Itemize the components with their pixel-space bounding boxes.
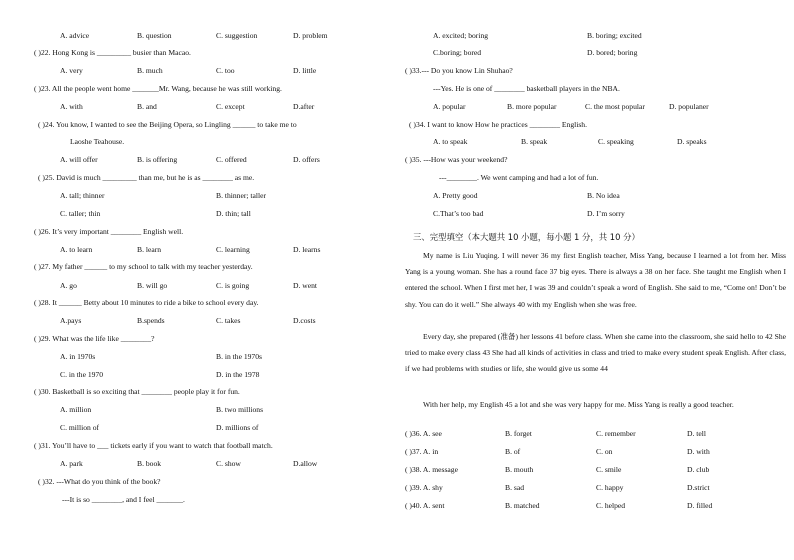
left-answer-option: C. in the 1970 (60, 370, 104, 379)
left-question-line: ( )22. Hong Kong is _________ busier than Macao. (34, 48, 191, 57)
right-answer-option: B. more popular (507, 102, 557, 111)
left-answer-option: A. very (60, 66, 83, 75)
left-question-line: ( )28. It ______ Betty about 10 minutes to ride a bike to school every day. (34, 298, 259, 307)
right-answer-option: B. No idea (587, 191, 620, 200)
left-answer-option: B. is offering (137, 155, 178, 164)
left-question-line: ( )24. You know, I wanted to see the Beijing Opera, so Lingling ______ to take me to (38, 120, 297, 129)
cloze-answer-option: C. happy (596, 483, 624, 492)
left-answer-option: B. learn (137, 245, 162, 254)
cloze-question-number: ( )36. A. see (405, 429, 442, 438)
right-question-line: ( )35. ---How was your weekend? (405, 155, 508, 164)
cloze-answer-option: D. with (687, 447, 710, 456)
cloze-answer-option: C. smile (596, 465, 622, 474)
right-question-line: ( )34. I want to know How he practices ________ English. (409, 120, 587, 129)
right-answer-option: A. excited; boring (433, 31, 489, 40)
left-answer-option: B. and (137, 102, 157, 111)
cloze-answer-option: C. helped (596, 501, 626, 510)
cloze-answer-option: D. club (687, 465, 710, 474)
left-answer-option: C. million of (60, 423, 100, 432)
left-answer-option: D.allow (293, 459, 318, 468)
left-answer-option: B. thinner; taller (216, 191, 266, 200)
cloze-paragraph-1: My name is Liu Yuqing. I will never 36 my first English teacher, Miss Yang, because I learned a lot from her. Miss Yang is a young woman. She has a round face 37 big eyes. There is always a 38 on her face. She taught me English when I entered the school. When I first met her, I was 39 and couldn’t speak a word of English. She said to me, “Come on! Don’t be shy. You can do it well.” She always 40 with my English when she was free. (405, 251, 786, 309)
left-answer-option: A. advice (60, 31, 90, 40)
cloze-answer-option: B. of (505, 447, 521, 456)
left-answer-option: D. in the 1978 (216, 370, 260, 379)
cloze-question-number: ( )37. A. in (405, 447, 439, 456)
left-answer-option: C. takes (216, 316, 241, 325)
right-question-line: ---Yes. He is one of ________ basketball players in the NBA. (433, 84, 620, 93)
cloze-answer-option: B. forget (505, 429, 532, 438)
cloze-answer-option: B. sad (505, 483, 524, 492)
cloze-answer-option: C. on (596, 447, 613, 456)
left-answer-option: C. except (216, 102, 245, 111)
cloze-answer-option: D. filled (687, 501, 713, 510)
cloze-paragraph-3: With her help, my English 45 a lot and she was very happy for me. Miss Yang is really a good teacher. (423, 400, 734, 409)
right-answer-option: C.That’s too bad (433, 209, 484, 218)
left-question-line: ( )26. It’s very important ________ English well. (34, 227, 184, 236)
left-answer-option: D. thin; tall (216, 209, 251, 218)
cloze-answer-option: B. mouth (505, 465, 534, 474)
left-answer-option: A. in 1970s (60, 352, 96, 361)
left-answer-option: B.spends (137, 316, 165, 325)
right-answer-option: A. popular (433, 102, 466, 111)
left-question-line: ( )31. You’ll have to ___ tickets early if you want to watch that football match. (34, 441, 273, 450)
left-answer-option: D. went (293, 281, 318, 290)
cloze-answer-option: D.strict (687, 483, 710, 492)
left-answer-option: C. suggestion (216, 31, 258, 40)
cloze-paragraph-2: Every day, she prepared (准备) her lessons 41 before class. When she came into the classroom, she said hello to 42 She tried to make every class 43 She had all kinds of activities in class and tried to make every student speak English. After class, if we had problems with studies or life, she would give us some 44 (405, 332, 786, 374)
right-answer-option: B. speak (521, 137, 548, 146)
left-answer-option: C. learning (216, 245, 250, 254)
section-title: 三、完型填空（本大题共 10 小题，每小题 1 分，共 10 分） (413, 232, 640, 242)
left-answer-option: D. little (293, 66, 317, 75)
left-answer-option: D. millions of (216, 423, 259, 432)
right-answer-option: C. speaking (598, 137, 634, 146)
left-answer-option: B. will go (137, 281, 168, 290)
right-answer-option: D. bored; boring (587, 48, 638, 57)
left-question-line: ( )23. All the people went home _______Mr. Wang, because he was still working. (34, 84, 282, 93)
left-answer-option: C. offered (216, 155, 247, 164)
left-answer-option: A. park (60, 459, 83, 468)
right-answer-option: C.boring; bored (433, 48, 482, 57)
left-answer-option: A. go (60, 281, 77, 290)
cloze-answer-option: C. remember (596, 429, 636, 438)
left-answer-option: B. two millions (216, 405, 264, 414)
left-answer-option: C. is going (216, 281, 250, 290)
right-answer-option: A. to speak (433, 137, 468, 146)
left-answer-option: C. too (216, 66, 235, 75)
left-answer-option: A. will offer (60, 155, 98, 164)
left-answer-option: C. taller; thin (60, 209, 101, 218)
cloze-answer-option: D. tell (687, 429, 706, 438)
left-answer-option: A. million (60, 405, 92, 414)
cloze-question-number: ( )40. A. sent (405, 501, 445, 510)
right-answer-option: D. speaks (677, 137, 707, 146)
left-answer-option: A. with (60, 102, 83, 111)
cloze-question-number: ( )39. A. shy (405, 483, 443, 492)
left-answer-option: D. learns (293, 245, 321, 254)
left-question-line: ( )30. Basketball is so exciting that ________ people play it for fun. (34, 387, 240, 396)
left-answer-option: A. to learn (60, 245, 93, 254)
left-answer-option: A.pays (60, 316, 82, 325)
cloze-question-number: ( )38. A. message (405, 465, 458, 474)
left-answer-option: B. book (137, 459, 162, 468)
left-answer-option: A. tall; thinner (60, 191, 105, 200)
left-answer-option: D. offers (293, 155, 320, 164)
cloze-answer-option: B. matched (505, 501, 540, 510)
right-question-line: ( )33.--- Do you know Lin Shuhao? (405, 66, 513, 75)
left-answer-option: B. much (137, 66, 163, 75)
left-question-line: Laoshe Teahouse. (70, 137, 125, 146)
left-question-line: ---It is so ________, and I feel _______. (62, 495, 185, 504)
right-question-line: ---________. We went camping and had a lot of fun. (439, 173, 599, 182)
left-answer-option: D.costs (293, 316, 316, 325)
left-question-line: ( )25. David is much _________ than me, but he is as ________ as me. (38, 173, 255, 182)
left-answer-option: B. in the 1970s (216, 352, 262, 361)
left-answer-option: D. problem (293, 31, 328, 40)
left-question-line: ( )27. My father ______ to my school to talk with my teacher yesterday. (34, 262, 253, 271)
right-answer-option: D. I’m sorry (587, 209, 625, 218)
left-question-line: ( )32. ---What do you think of the book? (38, 477, 161, 486)
left-answer-option: C. show (216, 459, 241, 468)
left-answer-option: B. question (137, 31, 172, 40)
right-answer-option: C. the most popular (585, 102, 645, 111)
right-answer-option: D. populaner (669, 102, 709, 111)
left-answer-option: D.after (293, 102, 315, 111)
right-answer-option: A. Pretty good (433, 191, 478, 200)
left-question-line: ( )29. What was the life like ________? (34, 334, 155, 343)
right-answer-option: B. boring; excited (587, 31, 642, 40)
